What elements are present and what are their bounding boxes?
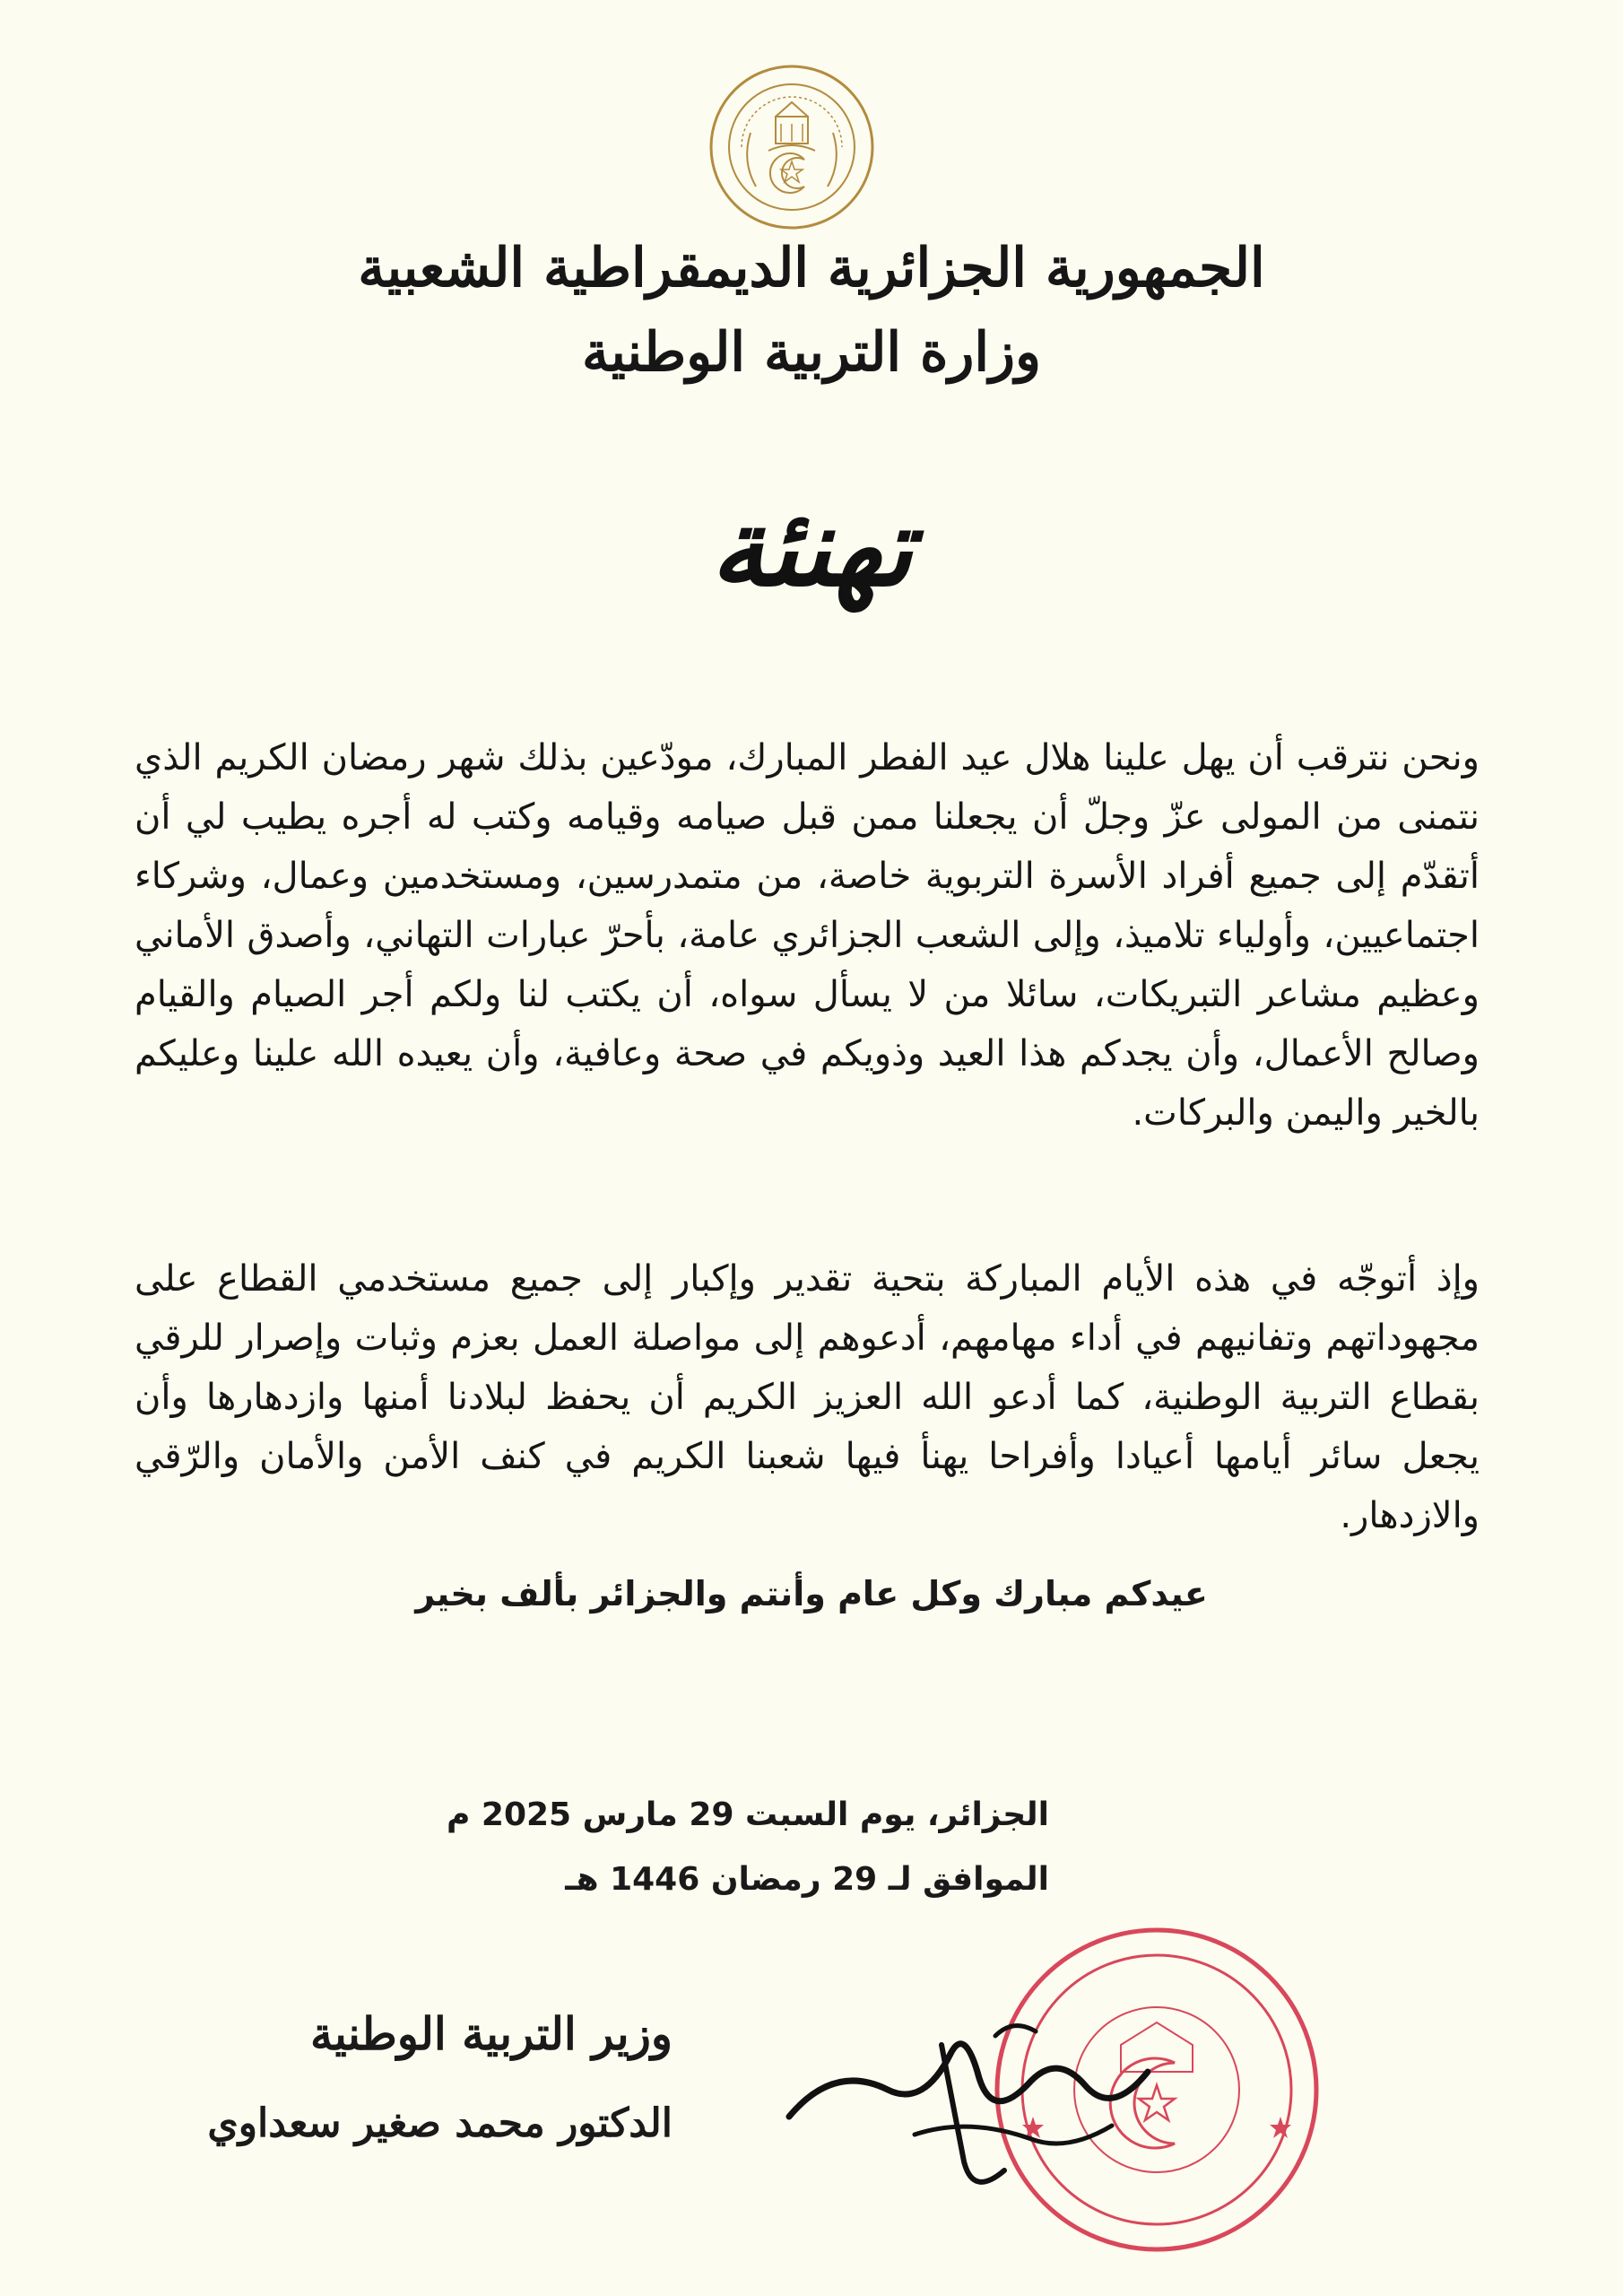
body-paragraph-1: ونحن نترقب أن يهل علينا هلال عيد الفطر المبارك، مودّعين بذلك شهر رمضان الكريم الذي نتمنى من المولى عزّ وجلّ أن يجعلنا ممن قبل صيامه وقيامه وكتب له أجره يطيب لي أن أتقدّم إلى جميع أفراد الأسرة التربوية خاصة، من متمدرسين، ومستخدمين وعمال، وشركاء اجتماعيين، وأولياء تلاميذ، وإلى الشعب الجزائري عامة، بأحرّ عبارات التهاني، وأصدق الأماني وعظيم مشاعر التبريكات، سائلا من لا يسأل سواه، أن يكتب لنا ولكم أجر الصيام والقيام وصالح الأعمال، وأن يجدكم هذا العيد وذويكم في صحة وعافية، وأن يعيده الله علينا وعليكم بالخير واليمن والبركات. (135, 737, 1480, 1134)
hijri-date: الموافق لـ 29 رمضان 1446 هـ (565, 1861, 1049, 1898)
ministry-heading: وزارة التربية الوطنية (581, 321, 1042, 384)
closing-wish: عيدكم مبارك وكل عام وأنتم والجزائر بألف بخير (415, 1574, 1208, 1613)
congratulation-title: تهنئة (710, 484, 913, 611)
signatory-title: وزير التربية الوطنية (310, 2007, 673, 2060)
signatory-name: الدكتور محمد صغير سعداوي (207, 2100, 673, 2146)
national-emblem-icon (706, 61, 878, 233)
gregorian-date: الجزائر، يوم السبت 29 مارس 2025 م (446, 1796, 1049, 1833)
body-paragraph-2: وإذ أتوجّه في هذه الأيام المباركة بتحية تقدير وإكبار إلى جميع مستخدمي القطاع على مجهوداتهم وتفانيهم في أداء مهامهم، أدعوهم إلى مواصلة العمل بعزم وثبات وإصرار للرقي بقطاع التربية الوطنية، كما أدعو الله العزيز الكريم أن يحفظ لبلادنا أمنها وازدهارها وأن يجعل سائر أيامها أعيادا وأفراحا يهنأ فيها شعبنا الكريم في كنف الأمن والأمان والرّقي والازدهار. (135, 1258, 1480, 1536)
handwritten-signature (735, 1982, 1202, 2251)
republic-heading: الجمهورية الجزائرية الديمقراطية الشعبية (358, 237, 1265, 300)
